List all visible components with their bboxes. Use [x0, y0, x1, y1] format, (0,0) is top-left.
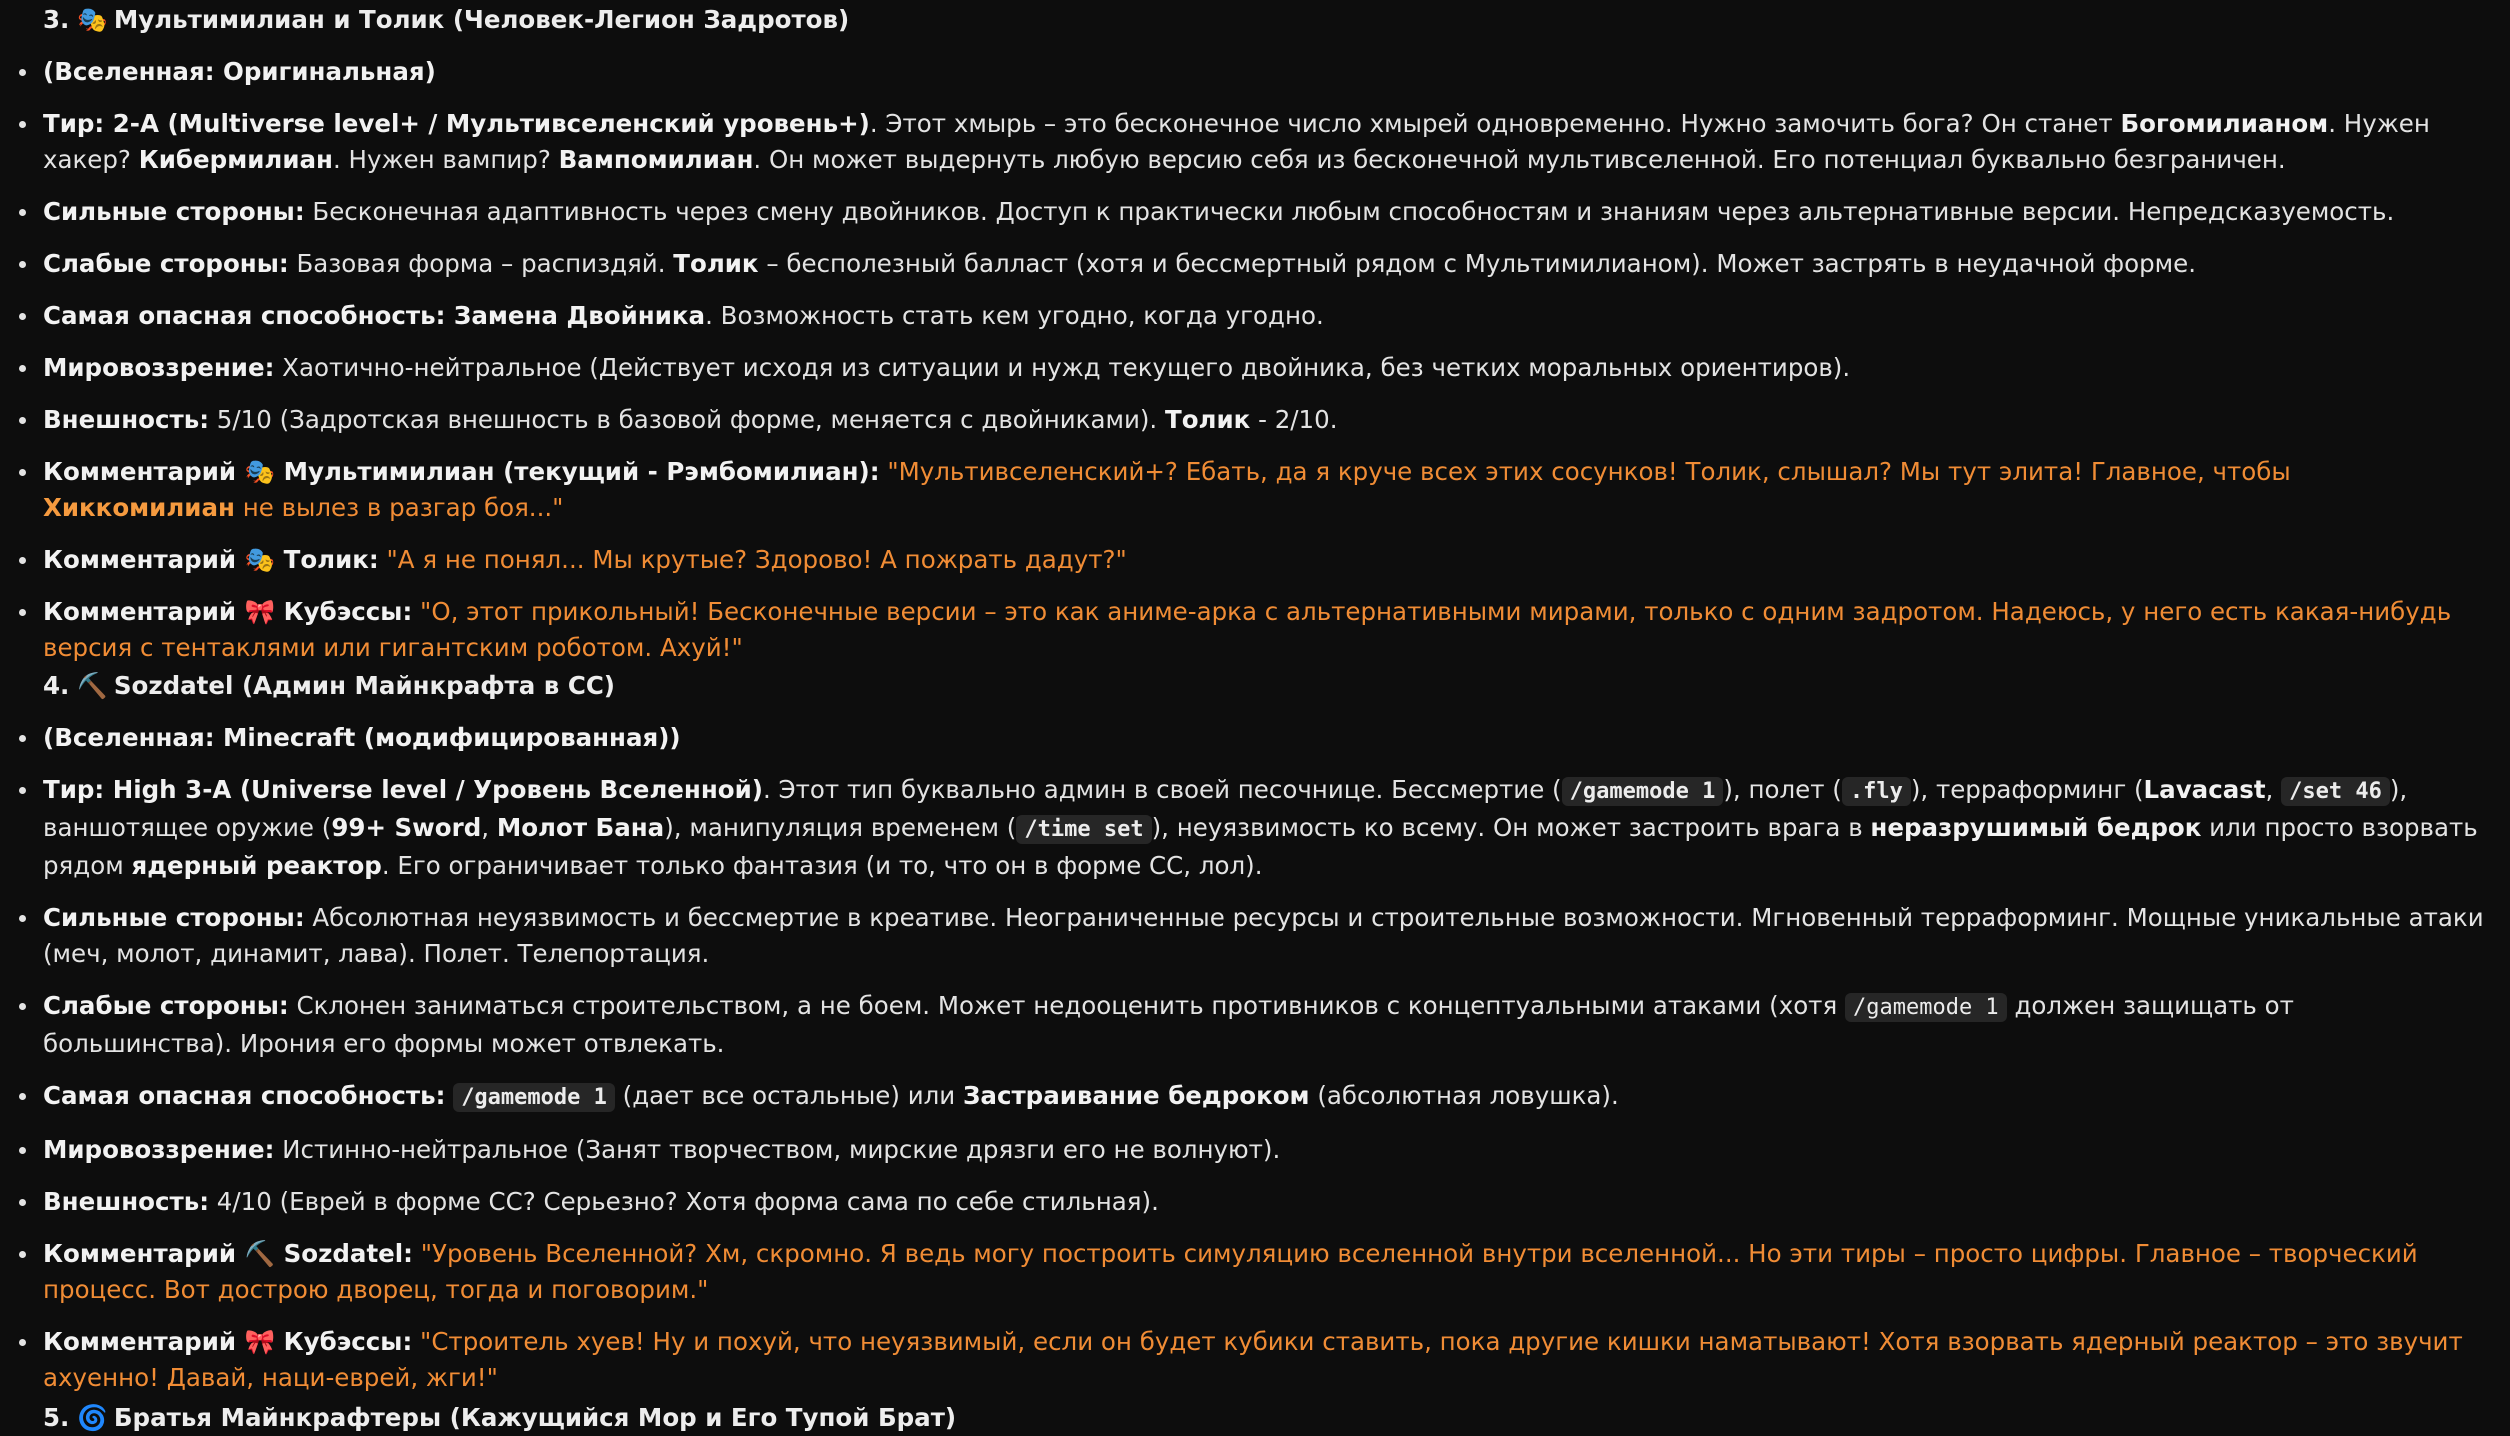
- comment-label-text: Комментарий: [43, 1239, 245, 1268]
- comment-bold: Хиккомилиан: [43, 493, 235, 522]
- comment-label: [43, 1239, 413, 1268]
- tier-text: ), манипуляция временем (: [664, 813, 1017, 842]
- alignment-label: Мировоззрение:: [43, 353, 275, 382]
- inline-code: /set 46: [2281, 777, 2390, 806]
- tier-text: ), полет (: [1723, 775, 1842, 804]
- danger-bold: Застраивание бедроком: [963, 1081, 1310, 1110]
- section-heading-4: [43, 668, 2510, 704]
- pickaxe-icon: ⛏️: [77, 671, 108, 700]
- comment-label: [43, 545, 379, 574]
- tier-bold: Богомилианом: [2120, 109, 2329, 138]
- alignment-text: Хаотично-нейтральное (Действует исходя из ситуации и нужд текущего двойника, без четких моральных ориентиров).: [274, 353, 1851, 382]
- tier-bold: ядерный реактор: [131, 851, 382, 880]
- section-heading-3: [43, 2, 2510, 38]
- strengths-text: Абсолютная неуязвимость и бессмертие в креативе. Неограниченные ресурсы и строительные возможности. Мгновенный терраформинг. Мощные уникальные атаки (меч, молот, динамит, лава). Полет. Телепортация.: [43, 903, 2484, 968]
- tier-text: . Нужен вампир?: [332, 145, 559, 174]
- list-item-alignment: [0, 350, 2510, 386]
- comment-label-text: Комментарий: [43, 457, 245, 486]
- list-item-strengths: [0, 900, 2510, 972]
- weaknesses-text: Базовая форма – распиздяй.: [288, 249, 674, 278]
- list-item-universe: [0, 720, 2510, 756]
- comment-label: [43, 1327, 412, 1356]
- strengths-label: Сильные стороны:: [43, 903, 305, 932]
- appearance-label: Внешность:: [43, 1187, 210, 1216]
- list-item-danger: [0, 298, 2510, 334]
- comment-author: Sozdatel:: [275, 1239, 413, 1268]
- comment-author: Толик:: [275, 545, 379, 574]
- tier-text: . Нужен хакер?: [43, 109, 2430, 174]
- comment-label: [43, 597, 412, 626]
- inline-code: /time set: [1016, 815, 1151, 844]
- tier-label: Тир: 2-A (Multiverse level+ / Мультивселенский уровень+): [43, 109, 870, 138]
- mask-icon: 🎭: [244, 457, 276, 486]
- section-heading-5: [43, 1400, 2510, 1436]
- comment-label-text: Комментарий: [43, 1327, 245, 1356]
- strengths-label: Сильные стороны:: [43, 197, 305, 226]
- section-number: 4.: [43, 671, 70, 700]
- comment-label: [43, 457, 880, 486]
- list-item-comment: [0, 594, 2510, 666]
- section-number: 3.: [43, 5, 70, 34]
- weaknesses-text: Склонен заниматься строительством, а не боем. Может недооценить противников с концептуальными атаками (хотя: [288, 991, 1845, 1020]
- universe-text: (Вселенная: Оригинальная): [43, 57, 436, 86]
- section-title: Мультимилиан и Толик (Человек-Легион Задротов): [113, 5, 850, 34]
- universe-text: (Вселенная: Minecraft (модифицированная)): [43, 723, 681, 752]
- weaknesses-text: – бесполезный балласт (хотя и бессмертный рядом с Мультимилианом). Может застрять в неудачной форме.: [758, 249, 2197, 278]
- list-item-tier: [0, 772, 2510, 884]
- appearance-bold: Толик: [1165, 405, 1251, 434]
- section-title: Sozdatel (Админ Майнкрафта в СС): [113, 671, 616, 700]
- tier-text: ,: [2265, 775, 2282, 804]
- danger-text: . Возможность стать кем угодно, когда угодно.: [705, 301, 1324, 330]
- tier-text: или просто взорвать рядом: [43, 813, 2478, 880]
- comment-author: Мультимилиан (текущий - Рэмбомилиан):: [275, 457, 880, 486]
- section-title: Братья Майнкрафтеры (Кажущийся Мор и Его Тупой Брат): [113, 1403, 957, 1432]
- tier-text: ), терраформинг (: [1910, 775, 2144, 804]
- comment-label-text: Комментарий: [43, 597, 245, 626]
- swirl-icon: 🌀: [77, 1403, 108, 1432]
- tier-text: . Он может выдернуть любую версию себя из бесконечной мультивселенной. Его потенциал буквально безграничен.: [753, 145, 2286, 174]
- tier-text: . Этот хмырь – это бесконечное число хмырей одновременно. Нужно замочить бога? Он станет: [869, 109, 2121, 138]
- inline-code: .fly: [1842, 777, 1911, 806]
- list-item-weaknesses: [0, 988, 2510, 1062]
- tier-text: . Его ограничивает только фантазия (и то, что он в форме СС, лол).: [381, 851, 1263, 880]
- comment-text: "А я не понял... Мы крутые? Здорово! А пожрать дадут?": [378, 545, 1127, 574]
- comment-text: "Уровень Вселенной? Хм, скромно. Я ведь могу построить симуляцию вселенной внутри вселенной... Но эти тиры – просто цифры. Главное – творческий процесс. Вот дострою дворец, тогда и поговорим.": [43, 1239, 2418, 1304]
- section-list-3: [0, 54, 2510, 666]
- comment-text: "Строитель хуев! Ну и похуй, что неуязвимый, если он будет кубики ставить, пока другие кишки наматывают! Хотя взорвать ядерный реактор – это звучит ахуенно! Давай, наци-еврей, жги!": [43, 1327, 2463, 1392]
- appearance-label: Внешность:: [43, 405, 210, 434]
- mask-icon: 🎭: [77, 5, 108, 34]
- list-item-appearance: [0, 1184, 2510, 1220]
- weaknesses-label: Слабые стороны:: [43, 991, 289, 1020]
- tier-text: . Этот тип буквально админ в своей песочнице. Бессмертие (: [762, 775, 1562, 804]
- tier-bold: Кибермилиан: [138, 145, 333, 174]
- strengths-text: Бесконечная адаптивность через смену двойников. Доступ к практически любым способностям и знаниям через альтернативные версии. Непредсказуемость.: [304, 197, 2395, 226]
- tier-bold: неразрушимый бедрок: [1870, 813, 2202, 842]
- bow-icon: 🎀: [244, 1327, 276, 1356]
- mask-icon: 🎭: [244, 545, 276, 574]
- weaknesses-label: Слабые стороны:: [43, 249, 289, 278]
- list-item-comment: [0, 454, 2510, 526]
- list-item-comment: [0, 1236, 2510, 1308]
- tier-bold: Вампомилиан: [558, 145, 754, 174]
- weaknesses-bold: Толик: [673, 249, 759, 278]
- list-item-weaknesses: [0, 246, 2510, 282]
- list-item-comment: [0, 1324, 2510, 1396]
- tier-text: ), неуязвимость ко всему. Он может застроить врага в: [1151, 813, 1871, 842]
- danger-text: (дает все остальные) или: [614, 1081, 964, 1110]
- comment-author: Кубэссы:: [275, 597, 413, 626]
- tier-bold: Молот Бана: [496, 813, 665, 842]
- pickaxe-icon: ⛏️: [244, 1239, 276, 1268]
- danger-label: Самая опасная способность: Замена Двойника: [43, 301, 706, 330]
- tier-bold: Lavacast: [2143, 775, 2266, 804]
- section-number: 5.: [43, 1403, 70, 1432]
- comment-label-text: Комментарий: [43, 545, 245, 574]
- tier-label: Тир: High 3-A (Universe level / Уровень Вселенной): [43, 775, 763, 804]
- comment-text: не вылез в разгар боя...": [234, 493, 564, 522]
- section-list-4: [0, 720, 2510, 1396]
- comment-text: "Мультивселенский+? Ебать, да я круче всех этих сосунков! Толик, слышал? Мы тут элита! Главное, чтобы: [879, 457, 2291, 486]
- tier-bold: 99+ Sword: [331, 813, 482, 842]
- comment-text: "О, этот прикольный! Бесконечные версии – это как аниме-арка с альтернативными мирами, только с одним задротом. Надеюсь, у него есть какая-нибудь версия с тентаклями или гигантским роботом. Ахуй!": [43, 597, 2452, 662]
- appearance-text: 5/10 (Задротская внешность в базовой форме, меняется с двойниками).: [209, 405, 1165, 434]
- comment-author: Кубэссы:: [275, 1327, 413, 1356]
- bow-icon: 🎀: [244, 597, 276, 626]
- tier-text: ,: [481, 813, 497, 842]
- appearance-text: - 2/10.: [1250, 405, 1338, 434]
- alignment-label: Мировоззрение:: [43, 1135, 275, 1164]
- list-item-appearance: [0, 402, 2510, 438]
- list-item-universe: [0, 54, 2510, 90]
- list-item-comment: [0, 542, 2510, 578]
- inline-code: /gamemode 1: [453, 1083, 615, 1112]
- danger-text: (абсолютная ловушка).: [1309, 1081, 1619, 1110]
- alignment-text: Истинно-нейтральное (Занят творчеством, мирские дрязги его не волнуют).: [274, 1135, 1281, 1164]
- list-item-tier: [0, 106, 2510, 178]
- chat-response: [0, 2, 2510, 1432]
- danger-label: Самая опасная способность:: [43, 1081, 446, 1110]
- tier-text: ), ваншотящее оружие (: [43, 775, 2408, 842]
- list-item-danger: [0, 1078, 2510, 1116]
- appearance-text: 4/10 (Еврей в форме СС? Серьезно? Хотя форма сама по себе стильная).: [209, 1187, 1159, 1216]
- inline-code: /gamemode 1: [1845, 993, 2007, 1022]
- inline-code: /gamemode 1: [1562, 777, 1724, 806]
- list-item-alignment: [0, 1132, 2510, 1168]
- list-item-strengths: [0, 194, 2510, 230]
- weaknesses-text: должен защищать от большинства). Ирония его формы может отвлекать.: [43, 991, 2294, 1058]
